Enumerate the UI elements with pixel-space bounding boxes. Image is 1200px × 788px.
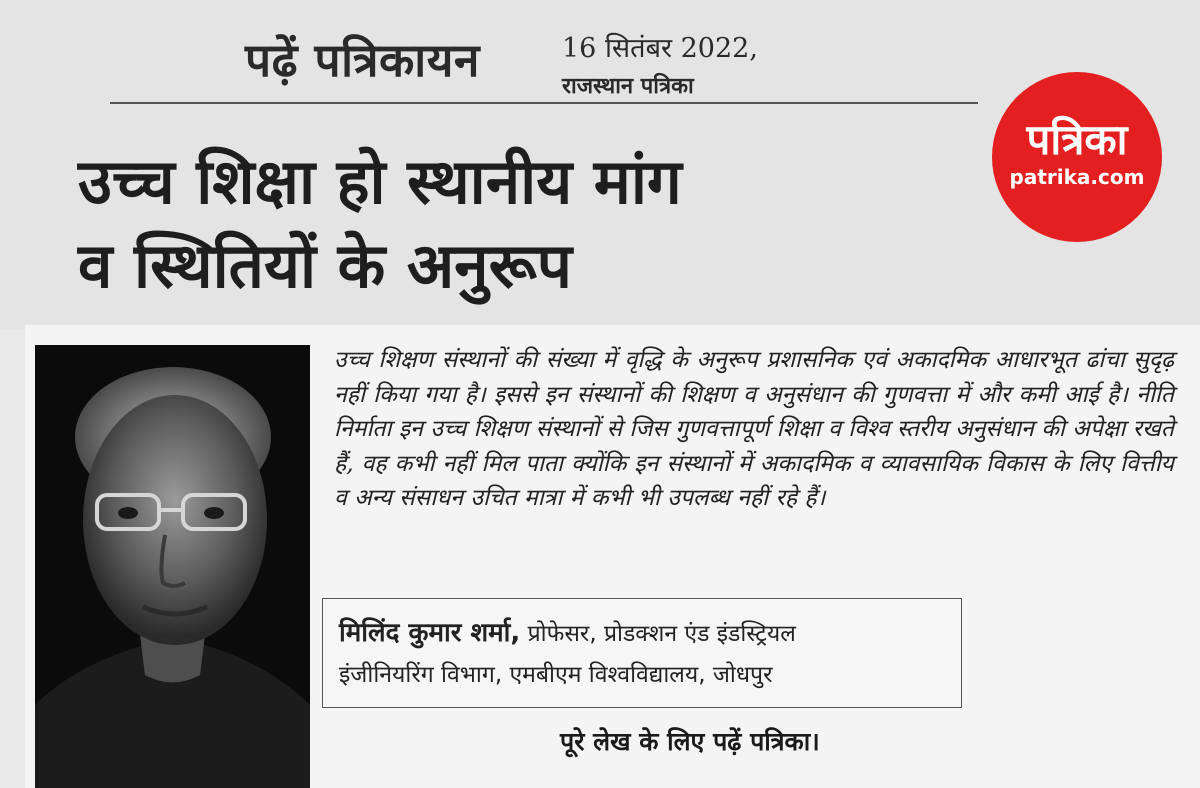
headline-line-1: उच्च शिक्षा हो स्थानीय मांग [78,145,682,218]
author-department: इंजीनियरिंग विभाग, एमबीएम विश्वविद्यालय, जोधपुर [339,662,773,688]
publication-source: राजस्थान पत्रिका [562,74,694,99]
author-portrait-icon [35,345,310,788]
logo-url: patrika.com [1009,165,1145,190]
author-photo [35,345,310,788]
patrika-logo [992,72,1162,242]
author-title: प्रोफेसर, प्रोडक्शन एंड इंडस्ट्रियल [527,621,796,647]
logo-wordmark: पत्रिका [1026,114,1128,164]
publication-date: 16 सितंबर 2022, [562,33,758,64]
author-name: मिलिंद कुमार शर्मा, [339,618,521,648]
author-byline-box [322,598,962,708]
header-divider [110,102,978,104]
section-title: पढ़ें पत्रिकायन [245,33,480,87]
read-more-callout: पूरे लेख के लिए पढ़ें पत्रिका। [560,727,820,756]
article-excerpt: उच्च शिक्षण संस्थानों की संख्या में वृद्धि के अनुरूप प्रशासनिक एवं अकादमिक आधारभूत ढांचा सुदृढ़ नहीं किया गया है। इससे इन संस्थानों की शिक्षण व अनुसंधान की गुणवत्ता में और कमी आई है। नीति निर्माता इन उच्च शिक्षण संस्थानों से जिस गुणवत्तापूर्ण शिक्षा व विश्व स्तरीय अनुसंधान की अपेक्षा रखते हैं, वह कभी नहीं मिल पाता क्योंकि इन संस्थानों में अकादमिक व व्यावसायिक विकास के लिए वित्तीय व अन्य संसाधन उचित मात्रा में कभी भी उपलब्ध नहीं रहे हैं। [334,347,1174,511]
article-headline [78,140,978,308]
headline-line-2: व स्थितियों के अनुरूप [78,229,572,302]
author-line-1 [339,613,796,649]
